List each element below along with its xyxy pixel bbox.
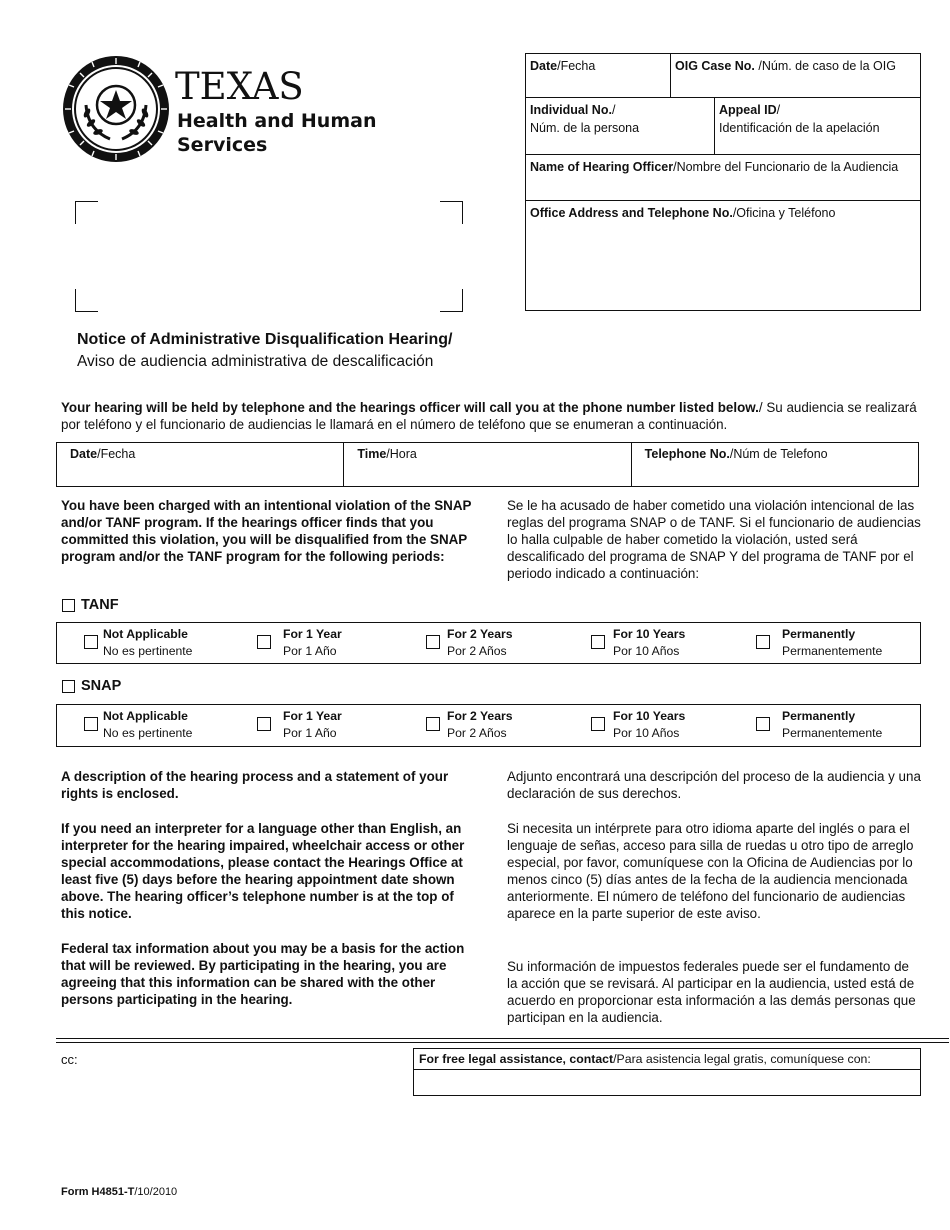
address-corner-bottom-left	[75, 289, 98, 312]
hearing-officer-label-es: /Nombre del Funcionario de la Audiencia	[673, 160, 899, 174]
checkbox[interactable]	[756, 717, 770, 731]
legal-assistance-contact-field[interactable]	[414, 1070, 920, 1094]
hearing-intro-bold: Your hearing will be held by telephone and the hearings officer will call you at the phone number listed below.	[61, 400, 759, 415]
address-corner-top-right	[440, 201, 463, 224]
option-label	[782, 708, 882, 742]
case-info-box	[525, 53, 921, 311]
logo-agency-name	[177, 109, 376, 157]
option-label-en: Not Applicable	[103, 627, 188, 641]
option-label-en: For 1 Year	[283, 627, 342, 641]
option-label	[103, 708, 192, 742]
charge-text: You have been charged with an intentional violation of the SNAP and/or TANF program. If the hearings officer finds that you committed this violation, you will be disqualified from the SNAP program and/or the TANF program for the following periods:	[61, 498, 472, 564]
program-tanf[interactable]	[62, 597, 119, 613]
individual-no-label: Individual No.	[530, 103, 612, 117]
logo-agency-line1: Health and Human	[177, 110, 377, 132]
option-label-en: For 1 Year	[283, 709, 342, 723]
address-corner-bottom-right	[440, 289, 463, 312]
form-number-code: Form H4851-T	[61, 1186, 135, 1198]
oig-case-field[interactable]	[671, 54, 920, 97]
divider-line	[56, 1042, 949, 1043]
checkbox[interactable]	[84, 635, 98, 649]
divider-line	[56, 1038, 949, 1039]
individual-no-label-es: Núm. de la persona	[530, 121, 640, 135]
office-address-label: Office Address and Telephone No.	[530, 206, 733, 220]
option-label	[613, 626, 685, 660]
option-label-es: No es pertinente	[103, 644, 193, 658]
tanf-label: TANF	[81, 597, 119, 613]
form-number	[61, 1186, 177, 1198]
hearing-officer-field[interactable]	[526, 155, 920, 200]
case-row-1	[526, 54, 920, 98]
option-label	[447, 626, 513, 660]
option-label-en: Permanently	[782, 709, 856, 723]
tax-info-paragraph-es: Su información de impuestos federales puede ser el fundamento de la acción que se revisará. Al participar en la audiencia, usted está de acuerdo en proporcionar esta información a las demás personas que participan en la audiencia.	[507, 959, 916, 1025]
hearing-officer-label: Name of Hearing Officer	[530, 160, 674, 174]
hearing-date-field[interactable]	[57, 443, 343, 486]
date-field[interactable]	[526, 54, 671, 97]
case-row-2	[526, 98, 920, 155]
option-label-es: Por 1 Año	[283, 726, 337, 740]
option-label-en: For 2 Years	[447, 627, 513, 641]
rights-paragraph-es: Adjunto encontrará una descripción del proceso de la audiencia y una declaración de sus derechos.	[507, 769, 921, 801]
snap-periods	[56, 704, 921, 747]
individual-no-slash: /	[611, 103, 616, 117]
hearing-info-table	[56, 442, 919, 487]
hearing-time-label: Time	[357, 447, 387, 461]
appeal-id-label-es: Identificación de la apelación	[719, 121, 880, 135]
form-number-date: /10/2010	[134, 1186, 178, 1198]
legal-assistance-label-es: /Para asistencia legal gratis, comuníquese con:	[613, 1052, 871, 1066]
option-label-en: For 2 Years	[447, 709, 513, 723]
cc-label: cc:	[61, 1052, 78, 1067]
office-address-field[interactable]	[526, 201, 920, 309]
hearing-date-label: Date	[70, 447, 98, 461]
option-label-es: No es pertinente	[103, 726, 193, 740]
notice-title-es: Aviso de audiencia administrativa de descalificación	[77, 353, 434, 370]
hearing-telephone-label-es: /Núm de Telefono	[729, 447, 828, 461]
option-label-en: For 10 Years	[613, 709, 686, 723]
option-label	[613, 708, 685, 742]
address-corner-top-left	[75, 201, 98, 224]
checkbox[interactable]	[84, 717, 98, 731]
hearing-time-field[interactable]	[343, 443, 630, 486]
option-label-es: Por 2 Años	[447, 726, 507, 740]
appeal-id-slash: /	[776, 103, 781, 117]
checkbox[interactable]	[257, 635, 271, 649]
tax-info-paragraph: Federal tax information about you may be a basis for the action that will be reviewed. By participating in the hearing, you are agreeing that this information can be shared with the other persons participating in the hearing.	[61, 941, 465, 1007]
notice-title: Notice of Administrative Disqualification Hearing/	[77, 331, 453, 348]
checkbox[interactable]	[756, 635, 770, 649]
oig-case-label: OIG Case No.	[675, 59, 755, 73]
office-address-label-es: /Oficina y Teléfono	[732, 206, 836, 220]
option-label	[782, 626, 882, 660]
snap-label: SNAP	[81, 678, 122, 694]
rights-paragraph: A description of the hearing process and a statement of your rights is enclosed.	[61, 769, 449, 801]
hearing-intro	[61, 399, 921, 433]
checkbox[interactable]	[591, 717, 605, 731]
checkbox[interactable]	[426, 717, 440, 731]
charge-text-es: Se le ha acusado de haber cometido una violación intencional de las reglas del programa SNAP o de TANF. Si el funcionario de audiencias lo halla culpable de haber cometido la violación, usted será descalificado del programa de SNAP Y del programa de TANF por el periodo indicado a continuación:	[507, 498, 921, 581]
hearing-intro-es: / Su audiencia se realizará por teléfono y el funcionario de audiencias le llamará en el número de teléfono que se enumeran a continuación.	[61, 400, 917, 432]
option-label-es: Por 2 Años	[447, 644, 507, 658]
date-label: Date	[530, 59, 558, 73]
option-label-es: Por 10 Años	[613, 644, 680, 658]
appeal-id-label: Appeal ID	[719, 103, 777, 117]
tanf-periods	[56, 622, 921, 664]
option-label-es: Permanentemente	[782, 726, 883, 740]
legal-assistance-box	[413, 1048, 921, 1096]
hearing-date-label-es: /Fecha	[97, 447, 136, 461]
legal-assistance-header	[414, 1049, 920, 1070]
hearing-telephone-label: Telephone No.	[644, 447, 730, 461]
option-label-en: Permanently	[782, 627, 856, 641]
hearing-time-label-es: /Hora	[386, 447, 417, 461]
tanf-checkbox[interactable]	[62, 599, 75, 612]
legal-assistance-label: For free legal assistance, contact	[419, 1052, 614, 1066]
interpreter-paragraph-es: Si necesita un intérprete para otro idioma aparte del inglés o para el lenguaje de señas, acceso para silla de ruedas u otro tipo de arreglo especial, por favor, comuníquese con la Oficina de Audiencias por lo menos cinco (5) días antes de la fecha de la audiencia mencionada anteriormente. El número de teléfono del funcionario de audiencias aparece en la parte superior de este aviso.	[507, 821, 914, 921]
option-label-es: Por 10 Años	[613, 726, 680, 740]
oig-case-label-es: /Núm. de caso de la OIG	[754, 59, 896, 73]
logo-state-name: TEXAS	[175, 65, 304, 108]
option-label	[283, 626, 342, 660]
option-label-en: For 10 Years	[613, 627, 686, 641]
hearing-telephone-field[interactable]	[631, 443, 918, 486]
case-row-4	[526, 201, 920, 309]
checkbox[interactable]	[257, 717, 271, 731]
option-label	[447, 708, 513, 742]
case-row-3	[526, 155, 920, 201]
snap-checkbox[interactable]	[62, 680, 75, 693]
texas-seal-logo	[62, 55, 170, 163]
logo-agency-line2: Services	[177, 134, 268, 156]
interpreter-paragraph: If you need an interpreter for a language other than English, an interpreter for the hearing impaired, wheelchair access or other special accommodations, please contact the Hearings Office at least five (5) days before the hearing appointment date shown above. The hearing officer’s telephone number is at the top of this notice.	[61, 821, 465, 921]
option-label	[103, 626, 192, 660]
option-label-es: Permanentemente	[782, 644, 883, 658]
individual-no-field[interactable]	[526, 98, 715, 154]
program-snap[interactable]	[62, 678, 121, 694]
option-label-en: Not Applicable	[103, 709, 188, 723]
option-label-es: Por 1 Año	[283, 644, 337, 658]
checkbox[interactable]	[426, 635, 440, 649]
appeal-id-field[interactable]	[715, 98, 920, 154]
option-label	[283, 708, 342, 742]
checkbox[interactable]	[591, 635, 605, 649]
date-label-es: /Fecha	[557, 59, 596, 73]
